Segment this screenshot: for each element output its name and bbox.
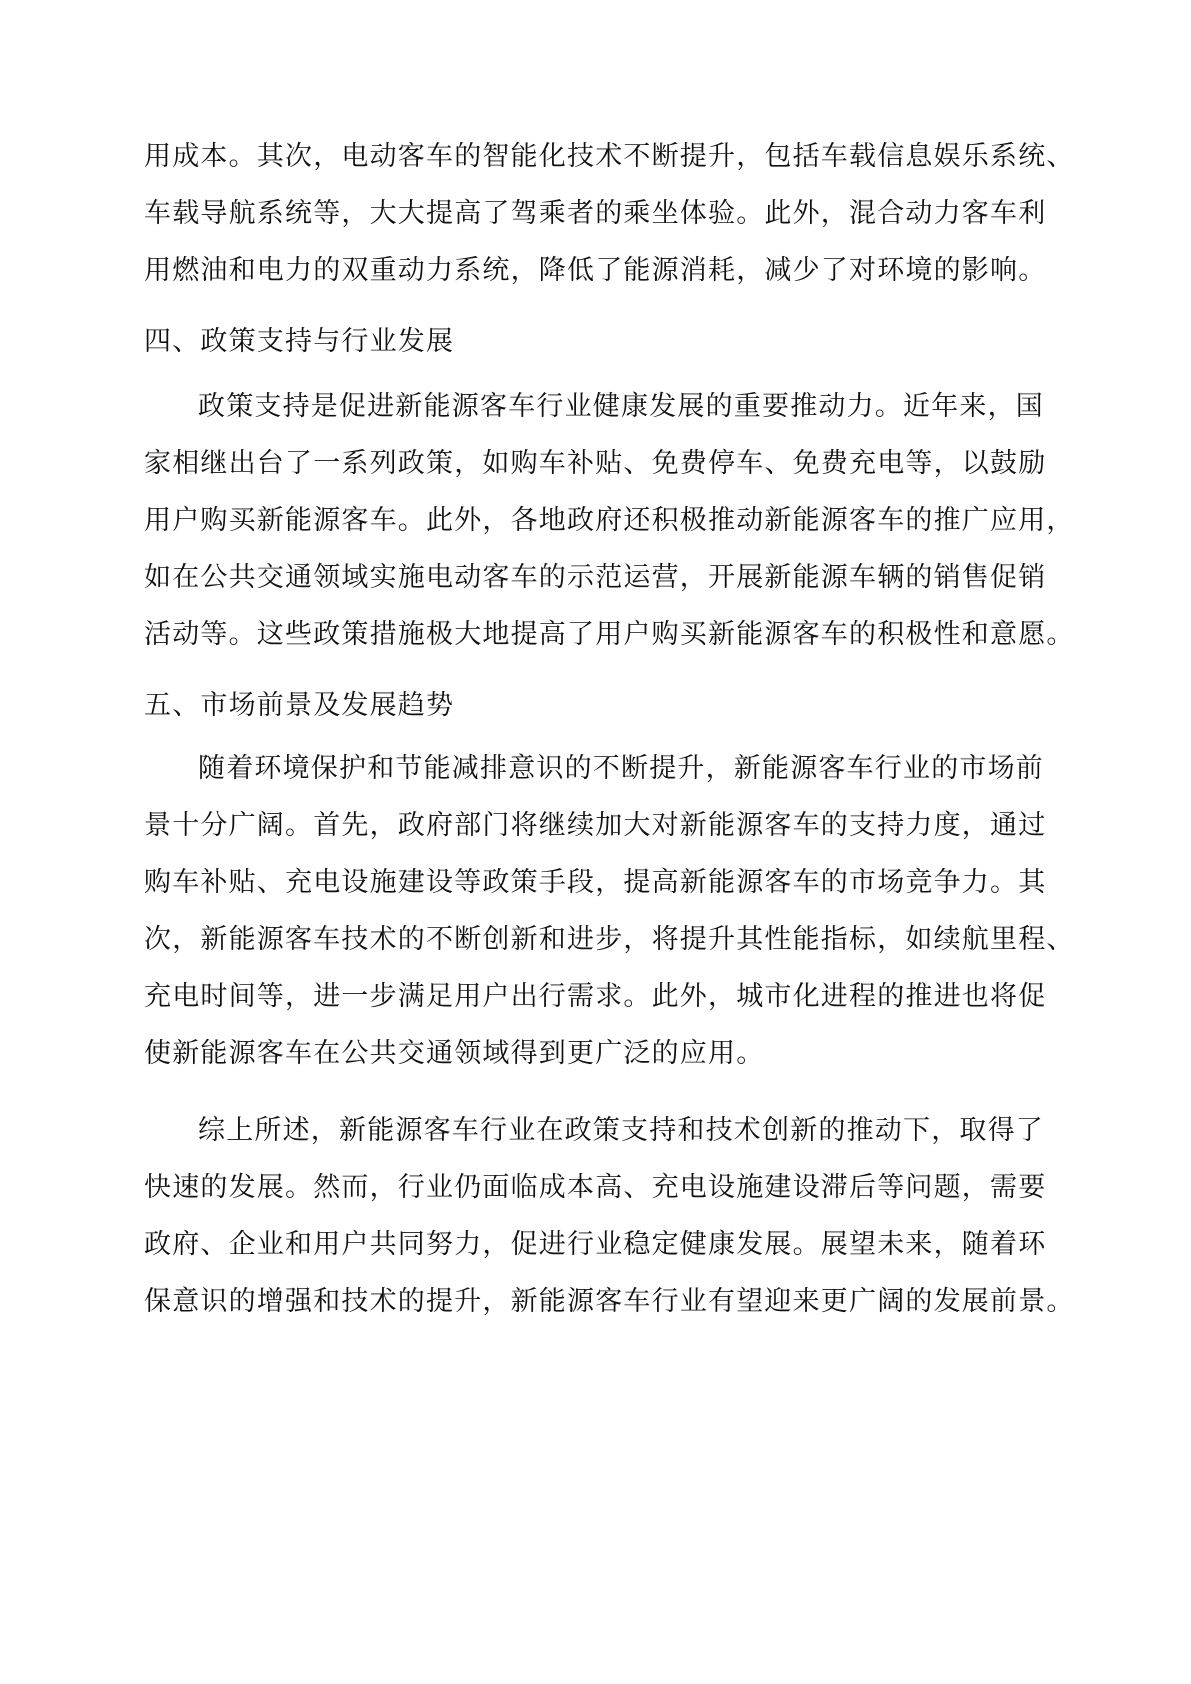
section-heading-market bbox=[144, 677, 1054, 734]
text-line: 充电时间等，进一步满足用户出行需求。此外，城市化进程的推进也将促 bbox=[144, 981, 1047, 1012]
paragraph-market bbox=[144, 740, 1075, 1082]
paragraph-summary bbox=[144, 1102, 1075, 1330]
text-line: 用成本。其次，电动客车的智能化技术不断提升，包括车载信息娱乐系统、 bbox=[144, 141, 1075, 172]
text-line: 综上所述，新能源客车行业在政策支持和技术创新的推动下，取得了 bbox=[198, 1115, 1044, 1146]
text-line: 车载导航系统等，大大提高了驾乘者的乘坐体验。此外，混合动力客车利 bbox=[144, 198, 1047, 229]
text-line: 快速的发展。然而，行业仍面临成本高、充电设施建设滞后等问题，需要 bbox=[144, 1172, 1047, 1203]
text-line: 次，新能源客车技术的不断创新和进步，将提升其性能指标，如续航里程、 bbox=[144, 924, 1075, 955]
text-line: 家相继出台了一系列政策，如购车补贴、免费停车、免费充电等，以鼓励 bbox=[144, 448, 1047, 479]
text-line: 用户购买新能源客车。此外，各地政府还积极推动新能源客车的推广应用， bbox=[144, 505, 1075, 536]
text-line: 购车补贴、充电设施建设等政策手段，提高新能源客车的市场竞争力。其 bbox=[144, 867, 1047, 898]
text-line: 政府、企业和用户共同努力，促进行业稳定健康发展。展望未来，随着环 bbox=[144, 1229, 1047, 1260]
text-line: 使新能源客车在公共交通领域得到更广泛的应用。 bbox=[144, 1038, 765, 1069]
text-line: 用燃油和电力的双重动力系统，降低了能源消耗，减少了对环境的影响。 bbox=[144, 255, 1047, 286]
text-line: 政策支持是促进新能源客车行业健康发展的重要推动力。近年来，国 bbox=[198, 391, 1044, 422]
section-heading-text: 五、市场前景及发展趋势 bbox=[144, 690, 455, 721]
text-line: 如在公共交通领域实施电动客车的示范运营，开展新能源车辆的销售促销 bbox=[144, 562, 1047, 593]
paragraph-continuation bbox=[144, 128, 1075, 299]
text-line: 活动等。这些政策措施极大地提高了用户购买新能源客车的积极性和意愿。 bbox=[144, 619, 1075, 650]
text-line: 保意识的增强和技术的提升，新能源客车行业有望迎来更广阔的发展前景。 bbox=[144, 1286, 1075, 1317]
paragraph-policy bbox=[144, 378, 1075, 663]
section-heading-text: 四、政策支持与行业发展 bbox=[144, 326, 455, 357]
section-heading-policy bbox=[144, 313, 1054, 370]
text-line: 随着环境保护和节能减排意识的不断提升，新能源客车行业的市场前 bbox=[198, 753, 1044, 784]
text-line: 景十分广阔。首先，政府部门将继续加大对新能源客车的支持力度，通过 bbox=[144, 810, 1047, 841]
